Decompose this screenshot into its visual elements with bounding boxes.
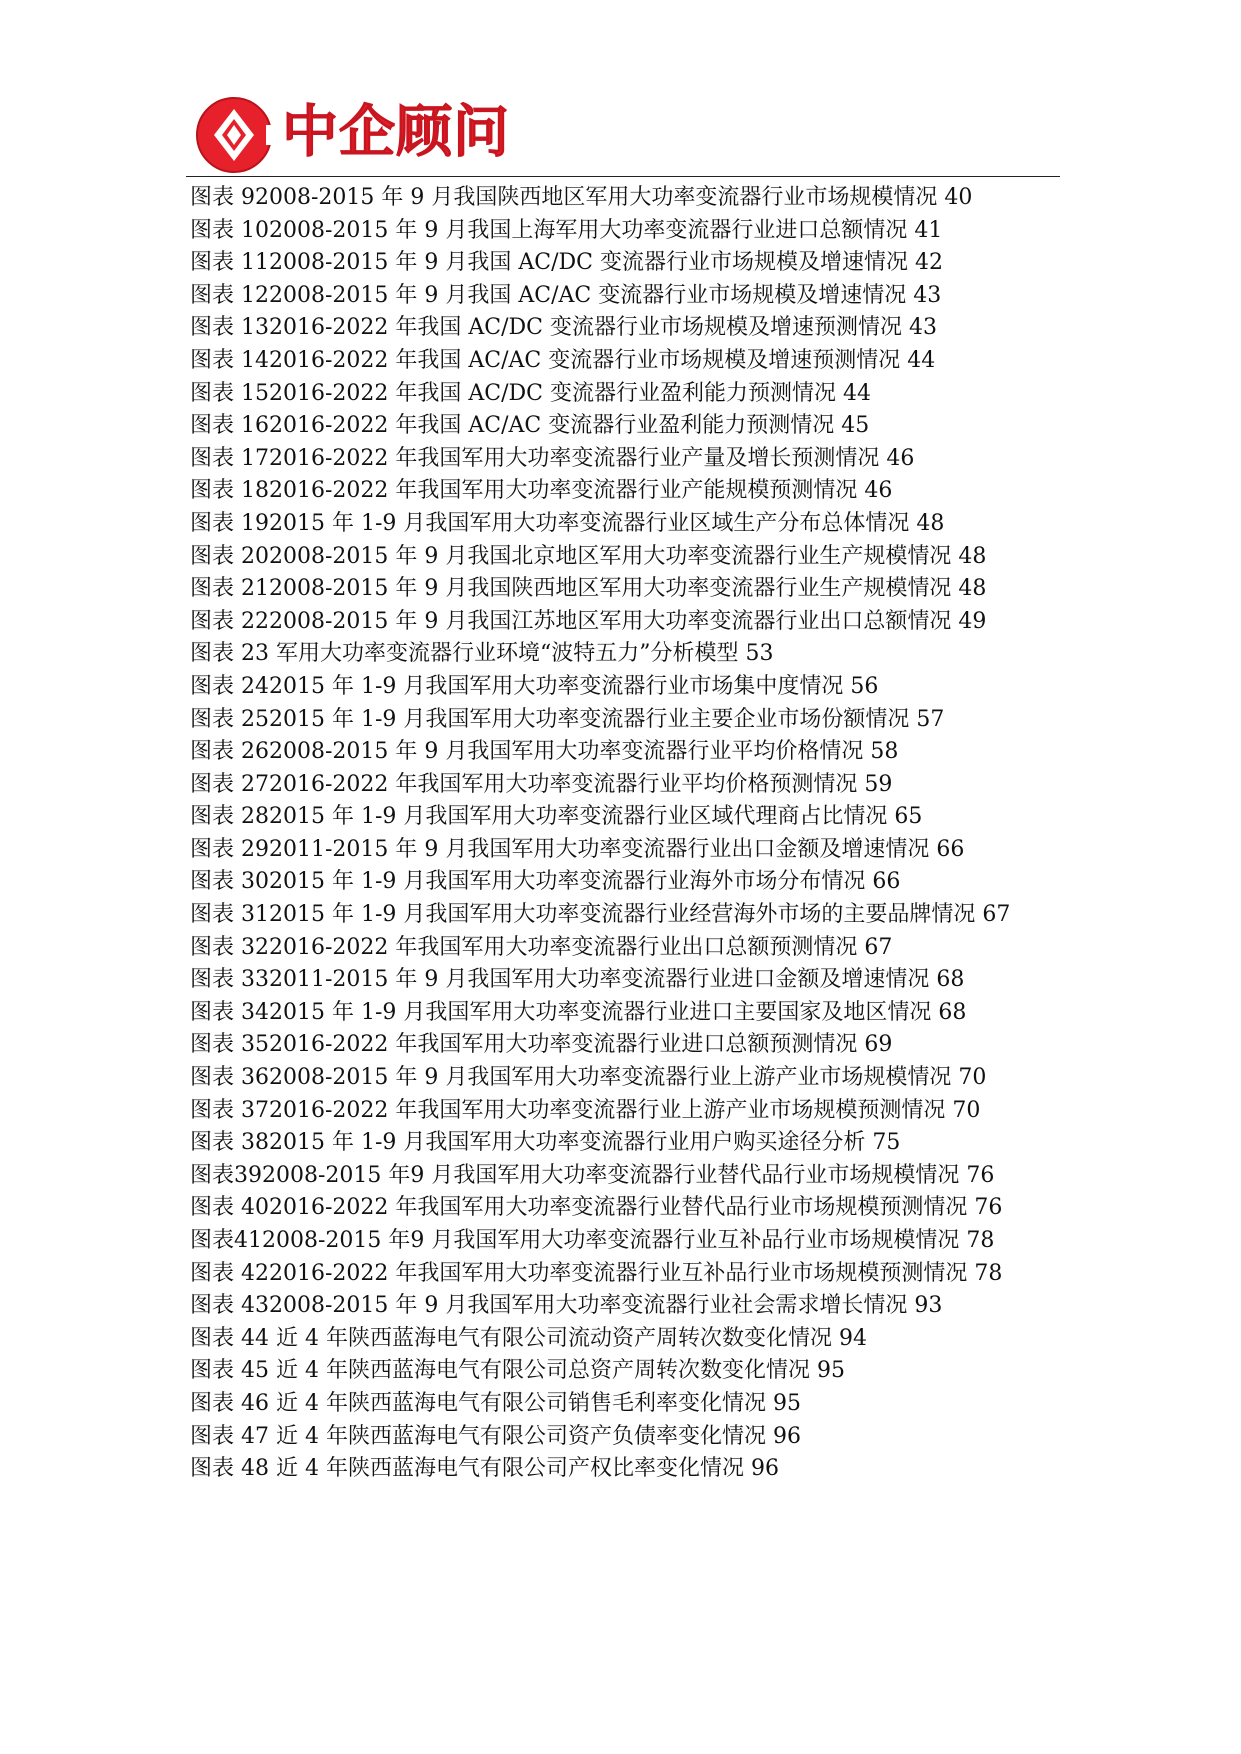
page-header: [190, 95, 1060, 175]
figure-title: 图表 282015 年 1-9 月我国军用大功率变流器行业区域代理商占比情况: [190, 804, 888, 830]
figure-title: 图表 48 近 4 年陕西蓝海电气有限公司产权比率变化情况: [190, 1456, 744, 1482]
figure-title: 图表 332011-2015 年 9 月我国军用大功率变流器行业进口金额及增速情况: [190, 967, 930, 993]
figure-title: 图表 342015 年 1-9 月我国军用大功率变流器行业进口主要国家及地区情况: [190, 999, 932, 1025]
page-number: 57: [916, 706, 945, 732]
figure-list-item[interactable]: [190, 573, 1060, 606]
figure-title: 图表 44 近 4 年陕西蓝海电气有限公司流动资产周转次数变化情况: [190, 1325, 832, 1351]
figure-title: 图表 172016-2022 年我国军用大功率变流器行业产量及增长预测情况: [190, 445, 880, 471]
figure-title: 图表 322016-2022 年我国军用大功率变流器行业出口总额预测情况: [190, 934, 858, 960]
figure-title: 图表 402016-2022 年我国军用大功率变流器行业替代品行业市场规模预测情况: [190, 1195, 968, 1221]
figure-list-item[interactable]: [190, 410, 1060, 443]
page-number: 48: [916, 510, 945, 536]
figure-list-item[interactable]: [190, 1258, 1060, 1291]
page-number: 43: [913, 282, 942, 308]
figure-title: 图表 47 近 4 年陕西蓝海电气有限公司资产负债率变化情况: [190, 1423, 766, 1449]
page-number: 95: [772, 1390, 801, 1416]
figure-title: 图表 262008-2015 年 9 月我国军用大功率变流器行业平均价格情况: [190, 739, 864, 765]
figure-list-item[interactable]: [190, 443, 1060, 476]
figure-list-item[interactable]: [190, 704, 1060, 737]
figure-list-item[interactable]: [190, 769, 1060, 802]
figure-title: 图表 202008-2015 年 9 月我国北京地区军用大功率变流器行业生产规模情况: [190, 543, 952, 569]
figure-list-item[interactable]: [190, 1192, 1060, 1225]
figure-list-item[interactable]: [190, 541, 1060, 574]
figure-title: 图表 422016-2022 年我国军用大功率变流器行业互补品行业市场规模预测情况: [190, 1260, 968, 1286]
page-number: 78: [974, 1260, 1003, 1286]
figure-title: 图表 362008-2015 年 9 月我国军用大功率变流器行业上游产业市场规模情况: [190, 1065, 952, 1091]
figure-title: 图表 132016-2022 年我国 AC/DC 变流器行业市场规模及增速预测情况: [190, 315, 902, 341]
page-number: 46: [864, 478, 893, 504]
figure-title: 图表 45 近 4 年陕西蓝海电气有限公司总资产周转次数变化情况: [190, 1358, 810, 1384]
page-number: 42: [914, 250, 943, 276]
page-number: 70: [952, 1097, 981, 1123]
figure-list-item[interactable]: [190, 312, 1060, 345]
figure-title: 图表 292011-2015 年 9 月我国军用大功率变流器行业出口金额及增速情况: [190, 836, 930, 862]
page-number: 68: [938, 999, 967, 1025]
figure-list-item[interactable]: [190, 1095, 1060, 1128]
page-number: 49: [958, 608, 987, 634]
figure-list-item[interactable]: [190, 1421, 1060, 1454]
figure-list-item[interactable]: [190, 1323, 1060, 1356]
figure-title: 图表 46 近 4 年陕西蓝海电气有限公司销售毛利率变化情况: [190, 1390, 766, 1416]
figure-list-item[interactable]: [190, 1029, 1060, 1062]
page-number: 43: [908, 315, 937, 341]
page-number: 44: [907, 347, 936, 373]
page-number: 56: [850, 673, 879, 699]
figure-list-item[interactable]: [190, 997, 1060, 1030]
figure-title: 图表 23 军用大功率变流器行业环境“波特五力”分析模型: [190, 641, 739, 667]
figure-title: 图表 372016-2022 年我国军用大功率变流器行业上游产业市场规模预测情况: [190, 1097, 946, 1123]
page-number: 95: [816, 1358, 845, 1384]
page-number: 59: [864, 771, 893, 797]
figure-list-item[interactable]: [190, 1355, 1060, 1388]
page-number: 48: [958, 543, 987, 569]
page-number: 70: [958, 1065, 987, 1091]
figure-title: 图表 152016-2022 年我国 AC/DC 变流器行业盈利能力预测情况: [190, 380, 836, 406]
figure-title: 图表 212008-2015 年 9 月我国陕西地区军用大功率变流器行业生产规模情况: [190, 576, 952, 602]
figure-list-item[interactable]: [190, 736, 1060, 769]
page-number: 67: [982, 902, 1011, 928]
figure-title: 图表 252015 年 1-9 月我国军用大功率变流器行业主要企业市场份额情况: [190, 706, 910, 732]
figure-title: 图表 142016-2022 年我国 AC/AC 变流器行业市场规模及增速预测情况: [190, 347, 901, 373]
logo-text: 中企顾问: [282, 100, 510, 165]
figure-list-item[interactable]: [190, 834, 1060, 867]
figure-list-item[interactable]: [190, 932, 1060, 965]
page-number: 48: [958, 576, 987, 602]
figure-title: 图表 122008-2015 年 9 月我国 AC/AC 变流器行业市场规模及增速情况: [190, 282, 907, 308]
figure-list-item[interactable]: [190, 378, 1060, 411]
page-number: 46: [886, 445, 915, 471]
figure-list-item[interactable]: [190, 606, 1060, 639]
figure-list-item[interactable]: [190, 801, 1060, 834]
figure-title: 图表 102008-2015 年 9 月我国上海军用大功率变流器行业进口总额情况: [190, 217, 908, 243]
figure-title: 图表412008-2015 年9 月我国军用大功率变流器行业互补品行业市场规模情况: [190, 1228, 960, 1253]
figure-list-item[interactable]: [190, 899, 1060, 932]
figure-list-item[interactable]: [190, 475, 1060, 508]
page-number: 93: [914, 1293, 943, 1319]
logo-icon: [194, 95, 276, 175]
page-number: 40: [944, 185, 973, 210]
figure-list-item[interactable]: [190, 280, 1060, 313]
page-number: 96: [772, 1423, 801, 1449]
figure-title: 图表 352016-2022 年我国军用大功率变流器行业进口总额预测情况: [190, 1032, 858, 1058]
page-number: 45: [841, 413, 870, 439]
page-number: 66: [872, 869, 901, 895]
page-number: 66: [936, 836, 965, 862]
figure-title: 图表 272016-2022 年我国军用大功率变流器行业平均价格预测情况: [190, 771, 858, 797]
page-number: 68: [936, 967, 965, 993]
page-number: 76: [966, 1162, 995, 1188]
figure-list-item[interactable]: [190, 1290, 1060, 1323]
figure-title: 图表 162016-2022 年我国 AC/AC 变流器行业盈利能力预测情况: [190, 413, 835, 439]
page-number: 41: [914, 217, 943, 243]
page-number: 65: [894, 804, 923, 830]
figure-title: 图表392008-2015 年9 月我国军用大功率变流器行业替代品行业市场规模情况: [190, 1162, 960, 1188]
figure-list-item[interactable]: [190, 345, 1060, 378]
figure-title: 图表 302015 年 1-9 月我国军用大功率变流器行业海外市场分布情况: [190, 869, 866, 895]
page-number: 94: [838, 1325, 867, 1351]
page-number: 78: [966, 1228, 995, 1253]
figure-list: [190, 182, 1060, 1486]
figure-title: 图表 382015 年 1-9 月我国军用大功率变流器行业用户购买途径分析: [190, 1130, 866, 1156]
figure-list-item[interactable]: [190, 638, 1060, 671]
page-number: 67: [864, 934, 893, 960]
figure-list-item[interactable]: [190, 182, 1060, 215]
figure-list-item[interactable]: [190, 1453, 1060, 1486]
figure-list-item[interactable]: [190, 508, 1060, 541]
page-number: 96: [750, 1456, 779, 1482]
figure-list-item[interactable]: [190, 964, 1060, 997]
figure-title: 图表 112008-2015 年 9 月我国 AC/DC 变流器行业市场规模及增速情况: [190, 250, 908, 276]
figure-title: 图表 182016-2022 年我国军用大功率变流器行业产能规模预测情况: [190, 478, 858, 504]
figure-title: 图表 192015 年 1-9 月我国军用大功率变流器行业区域生产分布总体情况: [190, 510, 910, 536]
page-number: 76: [974, 1195, 1003, 1221]
figure-title: 图表 242015 年 1-9 月我国军用大功率变流器行业市场集中度情况: [190, 673, 844, 699]
page-number: 69: [864, 1032, 893, 1058]
figure-title: 图表 92008-2015 年 9 月我国陕西地区军用大功率变流器行业市场规模情况: [190, 185, 938, 210]
figure-list-item[interactable]: [190, 1127, 1060, 1160]
page-number: 44: [842, 380, 871, 406]
figure-title: 图表 432008-2015 年 9 月我国军用大功率变流器行业社会需求增长情况: [190, 1293, 908, 1319]
figure-list-item[interactable]: [190, 215, 1060, 248]
page-number: 58: [870, 739, 899, 765]
figure-list-item[interactable]: [190, 1225, 1060, 1258]
figure-list-item[interactable]: [190, 247, 1060, 280]
figure-list-item[interactable]: [190, 866, 1060, 899]
figure-list-item[interactable]: [190, 671, 1060, 704]
figure-title: 图表 312015 年 1-9 月我国军用大功率变流器行业经营海外市场的主要品牌情况: [190, 902, 976, 928]
page-number: 75: [872, 1130, 901, 1156]
figure-list-item[interactable]: [190, 1160, 1060, 1193]
figure-title: 图表 222008-2015 年 9 月我国江苏地区军用大功率变流器行业出口总额情况: [190, 608, 952, 634]
figure-list-item[interactable]: [190, 1062, 1060, 1095]
figure-list-item[interactable]: [190, 1388, 1060, 1421]
header-divider: [186, 176, 1060, 177]
page-number: 53: [745, 641, 774, 667]
